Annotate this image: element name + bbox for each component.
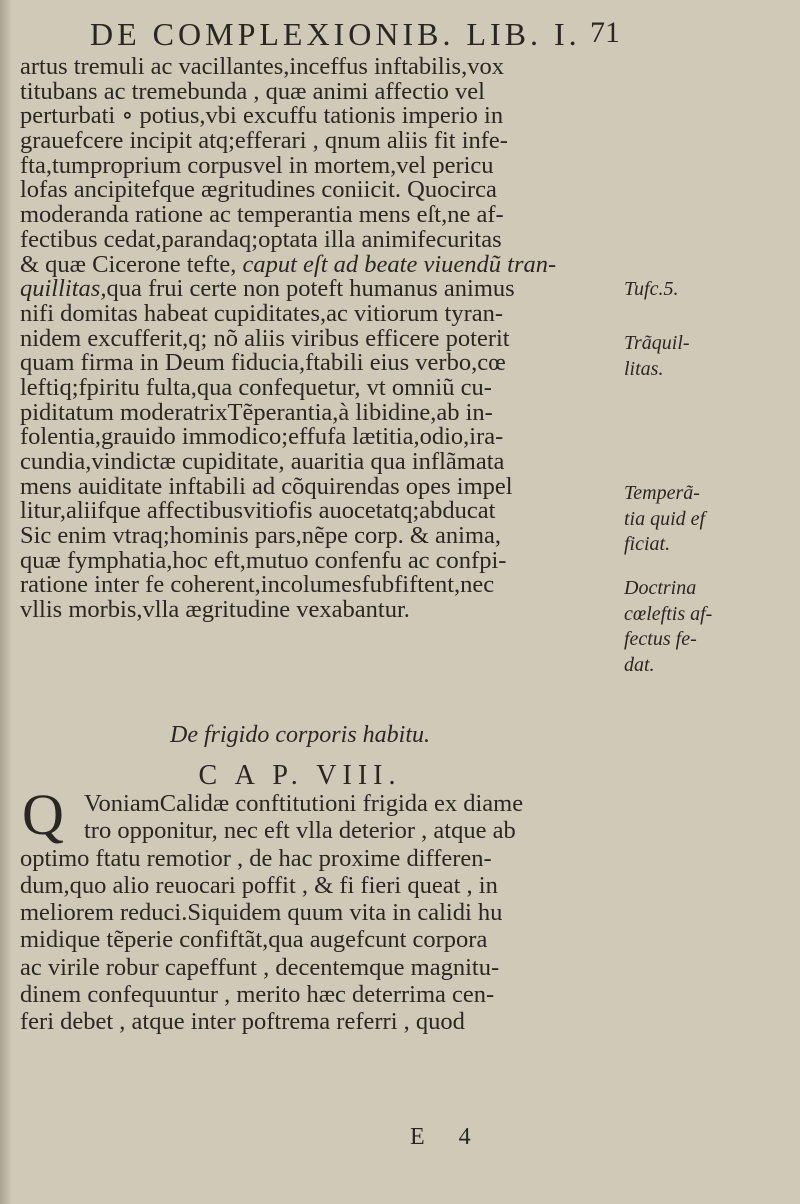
drop-capital: Q xyxy=(22,782,64,847)
text-line: nifi domitas habeat cupiditates,ac vitiorum tyran- xyxy=(20,301,504,327)
margin-note: tia quid ef xyxy=(624,507,706,530)
margin-note-tusc xyxy=(624,277,794,303)
margin-note: Tufc.5. xyxy=(624,278,679,300)
text-line: fta,tumproprium corpusvel in mortem,vel pericu xyxy=(20,153,494,179)
text-line: dum,quo alio reuocari poffit , & fi fieri queat , in xyxy=(20,871,498,899)
text-line: leftiq;fpiritu fulta,qua confequetur, vt omniũ cu- xyxy=(20,375,492,401)
chapter-heading: C A P. VIII. xyxy=(198,760,402,791)
text-line: feri debet , atque inter poftrema referri , quod xyxy=(20,1008,465,1036)
text-line: piditatum moderatrixTẽperantia,à libidine,ab in- xyxy=(20,400,493,426)
signature-mark: E 4 xyxy=(410,1124,485,1150)
margin-note: fectus fe- xyxy=(624,628,697,650)
margin-note: Doctrina xyxy=(624,577,697,599)
text-line: dinem confequuntur , merito hæc deterrima cen- xyxy=(20,981,495,1009)
text-line: grauefcere incipit atq;efferari , qnum aliis fit infe- xyxy=(20,129,508,154)
section-subtitle: De frigido corporis habitu. xyxy=(169,722,430,748)
text-line: moderanda ratione ac temperantia mens eſt,ne af- xyxy=(20,203,504,228)
text-line: nidem excufferit,q; nõ aliis viribus efficere poterit xyxy=(20,326,510,352)
margin-note-temperantia xyxy=(624,481,794,558)
text-line: ac virile robur capeffunt , decentemque magnitu- xyxy=(20,953,500,981)
page-number: 71 xyxy=(590,16,620,49)
text-line: folentia,grauido immodico;effufa lætitia,odio,ira- xyxy=(20,425,504,450)
margin-note: ficiat. xyxy=(624,533,671,555)
text-line: perturbati ∘ potius,vbi excuffu tationis imperio in xyxy=(20,104,504,130)
italic-quote: caput eſt ad beate viuendũ tran- xyxy=(242,252,557,278)
body-text-top xyxy=(20,55,620,623)
margin-note: Trãquil- xyxy=(624,332,690,354)
text-line: optimo ftatu remotior , de hac proxime differen- xyxy=(20,844,492,872)
text-line: cundia,vindictæ cupiditate, auaritia qua inflãmata xyxy=(20,450,505,475)
margin-note: litas. xyxy=(624,357,664,380)
margin-note: cœleftis af- xyxy=(624,602,713,625)
text-line-part: qua frui certe non poteft humanus animus xyxy=(106,277,515,302)
margin-note-doctrina xyxy=(624,576,794,678)
body-text-chapter xyxy=(20,790,620,1036)
text-line: meliorem reduci.Siquidem quum vita in calidi hu xyxy=(20,899,503,927)
text-line xyxy=(20,277,620,302)
text-line xyxy=(20,253,620,278)
header-title: DE COMPLEXIONIB. LIB. I. xyxy=(90,16,581,52)
text-line: quæ fymphatia,hoc eft,mutuo confenfu ac confpi- xyxy=(20,548,507,574)
text-line: VoniamCalidæ conftitutioni frigida ex diame xyxy=(84,790,524,817)
text-line: artus tremuli ac vacillantes,inceffus inftabilis,vox xyxy=(20,55,504,80)
running-header xyxy=(80,16,620,56)
text-line: midique tẽperie confiftãt,qua augefcunt corpora xyxy=(20,926,488,954)
italic-quote-continued: quillitas, xyxy=(20,277,107,302)
margin-note: Temperã- xyxy=(624,482,700,504)
text-line: lofas ancipitefque ægritudines coniicit. Quocirca xyxy=(20,178,497,204)
text-line-part: & quæ Cicerone tefte, xyxy=(20,252,243,278)
text-line: fectibus cedat,parandaq;optata illa animifecuritas xyxy=(20,227,502,253)
text-line: tro opponitur, nec eft vlla deterior , atque ab xyxy=(84,817,516,845)
text-line: Sic enim vtraq;hominis pars,nẽpe corp. & anima, xyxy=(20,524,502,549)
text-line: mens auiditate inftabili ad cõquirendas opes impel xyxy=(20,474,513,500)
margin-note-tranquillitas xyxy=(624,331,794,382)
text-line: vllis morbis,vlla ægritudine vexabantur. xyxy=(20,598,410,623)
text-line: litur,aliifque affectibusvitiofis auocetatq;abducat xyxy=(20,499,496,525)
text-line: ratione inter fe coherent,incolumesfubfiftent,nec xyxy=(20,573,495,599)
margin-note: dat. xyxy=(624,653,655,676)
text-line: titubans ac tremebunda , quæ animi affectio vel xyxy=(20,79,485,105)
text-line: quam firma in Deum fiducia,ftabili eius verbo,cœ xyxy=(20,351,506,376)
